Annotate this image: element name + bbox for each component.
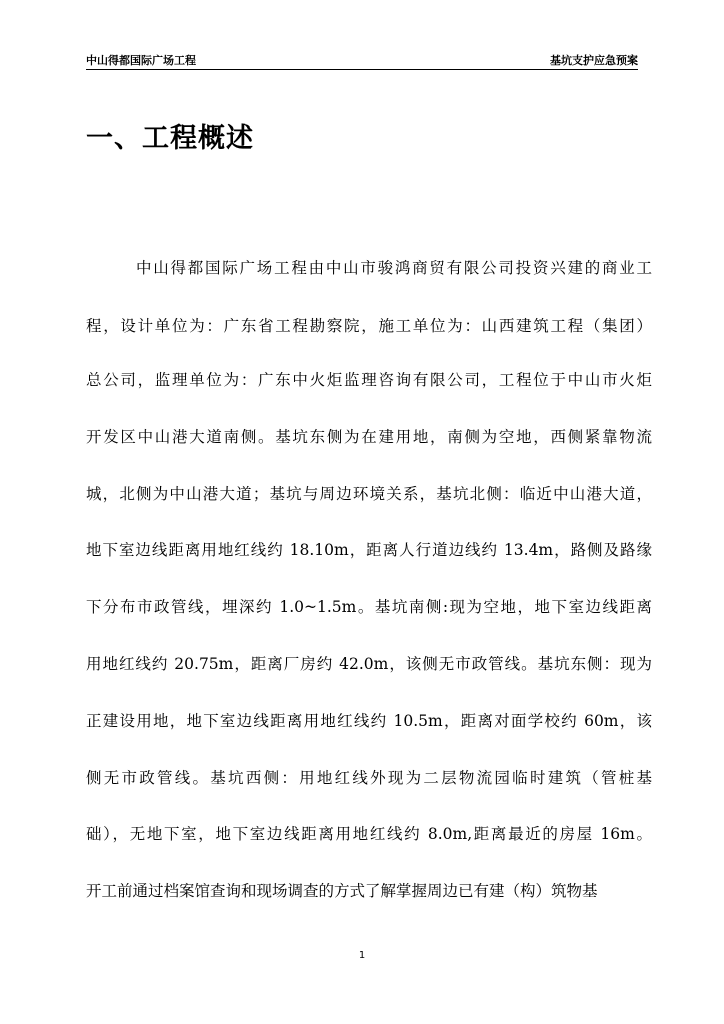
page-header xyxy=(86,52,638,70)
paragraph-line: 下分布市政管线，埋深约 1.0~1.5m。基坑南侧:现为空地，地下室边线距离 xyxy=(86,598,652,616)
paragraph-line: 总公司，监理单位为：广东中火炬监理咨询有限公司，工程位于中山市火炬 xyxy=(86,371,652,389)
paragraph-line: 程，设计单位为：广东省工程勘察院，施工单位为：山西建筑工程（集团） xyxy=(86,317,652,335)
paragraph-line: 础），无地下室，地下室边线距离用地红线约 8.0m,距离最近的房屋 16m。 xyxy=(86,825,652,843)
header-project-title: 中山得都国际广场工程 xyxy=(86,54,196,67)
paragraph-line: 地下室边线距离用地红线约 18.10m，距离人行道边线约 13.4m，路侧及路缘 xyxy=(86,541,652,559)
paragraph-line: 中山得都国际广场工程由中山市骏鸿商贸有限公司投资兴建的商业工 xyxy=(136,259,652,277)
header-divider xyxy=(86,69,638,70)
paragraph-line: 用地红线约 20.75m，距离厂房约 42.0m，该侧无市政管线。基坑东侧：现为 xyxy=(86,655,652,673)
paragraph-line: 侧无市政管线。基坑西侧：用地红线外现为二层物流园临时建筑（管桩基 xyxy=(86,769,652,787)
header-document-title: 基坑支护应急预案 xyxy=(550,54,638,67)
page-number: 1 xyxy=(358,950,366,961)
paragraph-line: 开发区中山港大道南侧。基坑东侧为在建用地，南侧为空地，西侧紧靠物流 xyxy=(86,428,652,446)
paragraph-line: 正建设用地，地下室边线距离用地红线约 10.5m，距离对面学校约 60m，该 xyxy=(86,712,652,730)
section-heading: 一、工程概述 xyxy=(86,123,254,154)
paragraph-line: 开工前通过档案馆查询和现场调查的方式了解掌握周边已有建（构）筑物基 xyxy=(86,882,598,900)
paragraph-line: 城，北侧为中山港大道；基坑与周边环境关系，基坑北侧：临近中山港大道， xyxy=(86,485,652,503)
